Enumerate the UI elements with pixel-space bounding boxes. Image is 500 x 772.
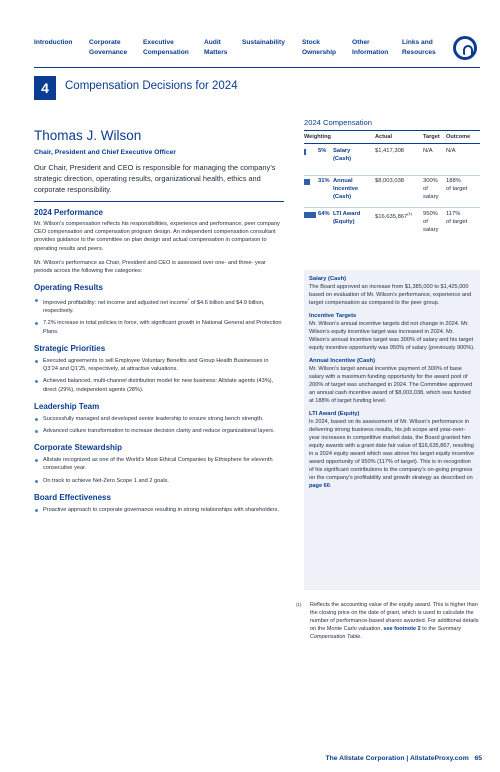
notes-panel <box>304 270 480 590</box>
category-list <box>34 415 284 435</box>
section-divider <box>34 201 284 202</box>
target-value <box>423 210 438 234</box>
category-list <box>34 296 284 336</box>
component-line: Annual <box>333 177 353 184</box>
footnote <box>296 601 482 641</box>
actual-value: $1,417,308 <box>375 147 405 154</box>
list-item <box>34 319 284 335</box>
note-text: Mr. Wilson’s annual incentive targets did not change in 2024. Mr. Wilson’s equity incentive target was increased in 2024. Mr. Wilson’s annual incentive target was 300% of salary and his target equity incentive opportunity was 950% of salary (previously 900%). <box>309 321 475 351</box>
category-heading: Board Effectiveness <box>34 492 111 502</box>
left-column <box>34 128 284 518</box>
section-number: 4 <box>34 76 56 100</box>
component-line: Incentive <box>333 185 359 192</box>
bullet-text: Executed agreements to sell Employee Voluntary Benefits and Group Health Businesses in Q3’24 and Q1’25, respectively, at attractive valuations. <box>43 357 269 373</box>
compensation-table <box>304 118 480 244</box>
nav-audit-matters[interactable] <box>204 38 227 57</box>
table-row <box>304 147 480 177</box>
target-line: salary <box>423 226 439 233</box>
nav-label: Sustainability <box>242 39 285 46</box>
allstate-logo-icon <box>453 36 477 60</box>
person-role: Chair, President and Chief Executive Officer <box>34 149 177 156</box>
outcome-value: N/A <box>446 147 456 154</box>
page-60-link[interactable]: page 60 <box>309 483 330 489</box>
nav-label: Audit <box>204 39 221 46</box>
person-intro: Our Chair, President and CEO is responsible for managing the company’s strategic direction, operating results, organizational health, ethics and corporate responsibility. <box>34 163 276 194</box>
bullet-text: Achieved balanced, multi-channel distribution model for new business: Allstate agents (43%), direct (29%), independent agents (28%). <box>43 378 274 393</box>
category-heading: Strategic Priorities <box>34 343 106 353</box>
category-list <box>34 456 284 485</box>
bullet-sup: * <box>187 297 190 303</box>
outcome-line: of target <box>446 218 468 225</box>
actual-value: $8,003,038 <box>375 177 405 184</box>
note-tail: . <box>329 483 332 489</box>
col-weighting: Weighting <box>304 134 331 140</box>
note-text <box>309 418 475 490</box>
footnote-italic: Summary Compensation Table <box>310 626 462 640</box>
nav-label: Resources <box>402 48 436 56</box>
col-outcome: Outcome <box>446 134 471 140</box>
list-item <box>34 477 284 485</box>
nav-stock-ownership[interactable] <box>302 38 336 57</box>
component-line: Salary <box>333 147 351 154</box>
nav-label: Information <box>352 48 389 56</box>
footnote-link[interactable]: see footnote 2 <box>383 626 421 632</box>
table-rule <box>304 143 480 144</box>
target-line: 950% <box>423 210 438 217</box>
nav-label: Matters <box>204 48 228 56</box>
nav-label: Links and <box>402 39 433 46</box>
performance-paragraph: Mr. Wilson’s performance as Chair, President and CEO is assessed over one- and three- year periods across the following five categories: <box>34 259 266 275</box>
nav-sustainability[interactable] <box>242 38 285 48</box>
list-item <box>34 506 284 514</box>
target-line: 300% <box>423 177 438 184</box>
weight-value: 64% <box>318 210 330 217</box>
footer-sep: | <box>404 755 410 762</box>
component-line: (Cash) <box>333 155 352 162</box>
actual-value <box>375 210 412 221</box>
bullet-text: Allstate recognized as one of the World’s Most Ethical Companies by Ethisphere for eleventh consecutive year. <box>43 457 273 472</box>
category-heading: Leadership Team <box>34 401 100 411</box>
table-header <box>304 131 480 143</box>
nav-label: Governance <box>89 48 128 56</box>
target-value: N/A <box>423 147 433 154</box>
performance-heading: 2024 Performance <box>34 208 103 217</box>
component-label <box>333 177 358 201</box>
list-item <box>34 427 284 435</box>
footnote-end: . <box>360 634 362 640</box>
weight-value: 31% <box>318 177 330 184</box>
target-line: salary <box>423 193 439 200</box>
nav-executive-compensation[interactable] <box>143 38 189 57</box>
nav-label: Ownership <box>302 48 337 56</box>
note-heading: LTI Award (Equity) <box>309 411 360 417</box>
weight-value: 5% <box>318 147 327 154</box>
table-title: 2024 Compensation <box>304 118 372 127</box>
col-target: Target <box>423 134 440 140</box>
component-line: (Equity) <box>333 218 355 225</box>
category-list <box>34 357 284 394</box>
weight-bar <box>304 149 306 155</box>
nav-label: Other <box>352 39 370 46</box>
component-line: (Cash) <box>333 193 352 200</box>
nav-other-information[interactable] <box>352 38 388 57</box>
bullet-text: Advanced culture transformation to increase decision clarity and reduce organizational layers. <box>43 427 275 434</box>
note-text: The Board approved an increase from $1,385,000 to $1,425,000 based on evaluation of Mr. Wilson’s performance, experience and target compensation as compared to the peer group. <box>309 284 472 306</box>
actual-amount: $16,635,867 <box>375 213 408 220</box>
nav-corporate-governance[interactable] <box>89 38 127 57</box>
bullet-text: Improved profitability: net income and adjusted net income <box>43 300 188 307</box>
bullet-text: Proactive approach to corporate governance resulting in strong relationships with shareholders. <box>43 506 280 513</box>
category-list <box>34 506 284 514</box>
col-actual: Actual <box>375 134 393 140</box>
component-label <box>333 210 360 226</box>
weight-bar <box>304 212 316 218</box>
target-line: of <box>423 218 428 225</box>
nav-label: Corporate <box>89 39 121 46</box>
note-heading: Annual Incentive (Cash) <box>309 358 376 364</box>
row-divider <box>304 175 480 176</box>
bullet-text: 7.2% increase in total policies in force, with significant growth in National General and Protection Plans. <box>43 320 282 335</box>
section-title: Compensation Decisions for 2024 <box>65 80 238 92</box>
performance-paragraph: Mr. Wilson’s compensation reflects his responsibilities, experience and performance, peer company CEO compensation and compensation program design. An independent compensation consultant provides guidance to the committee on plan design and actual compensation in comparison to operating results and peers. <box>34 221 280 252</box>
outcome-line: 117% <box>446 210 461 217</box>
row-divider <box>304 207 480 208</box>
page-footer <box>325 755 482 762</box>
footnote-marker: (1) <box>296 602 302 607</box>
component-label <box>333 147 351 163</box>
nav-label: Stock <box>302 39 320 46</box>
page-number: 65 <box>474 755 482 762</box>
note-body: In 2024, based on its assessment of Mr. Wilson’s performance in delivering strong business results, his job scope and year-over-year increases in competitive market data, the Board granted him equity awards with a grant date fair value of $16,635,867, resulting in a 2024 equity award which was above his target equity incentive award opportunity of 950% (117% of target). This is in recognition of his significant contributions to the company’s on-going progress on the company’s profitability and growth strategy as described on <box>309 419 475 481</box>
nav-label-active: Compensation <box>143 48 189 56</box>
nav-label: Executive <box>143 39 174 46</box>
list-item <box>34 357 284 373</box>
note-heading: Salary (Cash) <box>309 276 347 282</box>
component-line: LTI Award <box>333 210 361 217</box>
nav-links-resources[interactable] <box>402 38 436 57</box>
bullet-text: Successfully managed and developed senior leadership to ensure strong bench strength. <box>43 415 264 422</box>
category-heading: Operating Results <box>34 283 103 293</box>
person-name: Thomas J. Wilson <box>34 128 142 143</box>
footnote-text <box>310 601 482 641</box>
bullet-text: On track to achieve Net-Zero Scope 1 and 2 goals. <box>43 477 169 484</box>
list-item <box>34 456 284 472</box>
nav-divider <box>34 67 480 68</box>
table-row <box>304 177 480 210</box>
outcome-line: 188% <box>446 177 461 184</box>
outcome-value <box>446 177 467 193</box>
outcome-line: of target <box>446 185 468 192</box>
footnote-body: Reflects the accounting value of the equity award. This is higher than the closing price on the date of grant, which is used to calculate the number of performance-based shares awarded. For additional details on the Monte Carlo valuation, <box>310 602 479 632</box>
top-nav <box>34 38 490 64</box>
bullet-text: of $4.6 billion and $4.9 billion, respectively. <box>43 300 265 315</box>
footer-site-link[interactable]: AllstateProxy.com <box>409 755 469 762</box>
target-line: of <box>423 185 428 192</box>
footnote-marker: (1) <box>407 210 413 216</box>
list-item <box>34 296 284 315</box>
list-item <box>34 377 284 393</box>
footnote-mid: to the <box>420 626 438 632</box>
category-heading: Corporate Stewardship <box>34 443 123 453</box>
note-heading: Incentive Targets <box>309 313 357 319</box>
nav-introduction[interactable] <box>34 38 72 48</box>
footer-company: The Allstate Corporation <box>325 755 405 762</box>
weight-bar <box>304 179 310 185</box>
table-row <box>304 210 480 244</box>
list-item <box>34 415 284 423</box>
nav-label: Introduction <box>34 39 73 46</box>
note-text: Mr. Wilson’s target annual incentive payment of 300% of base salary with a maximum funding opportunity for the award pool of 200% of target was unchanged in 2024. The Committee approved an annual cash incentive award of $8,003,038, which was funded at 188% of target funding level. <box>309 366 473 404</box>
outcome-value <box>446 210 467 226</box>
target-value <box>423 177 438 201</box>
